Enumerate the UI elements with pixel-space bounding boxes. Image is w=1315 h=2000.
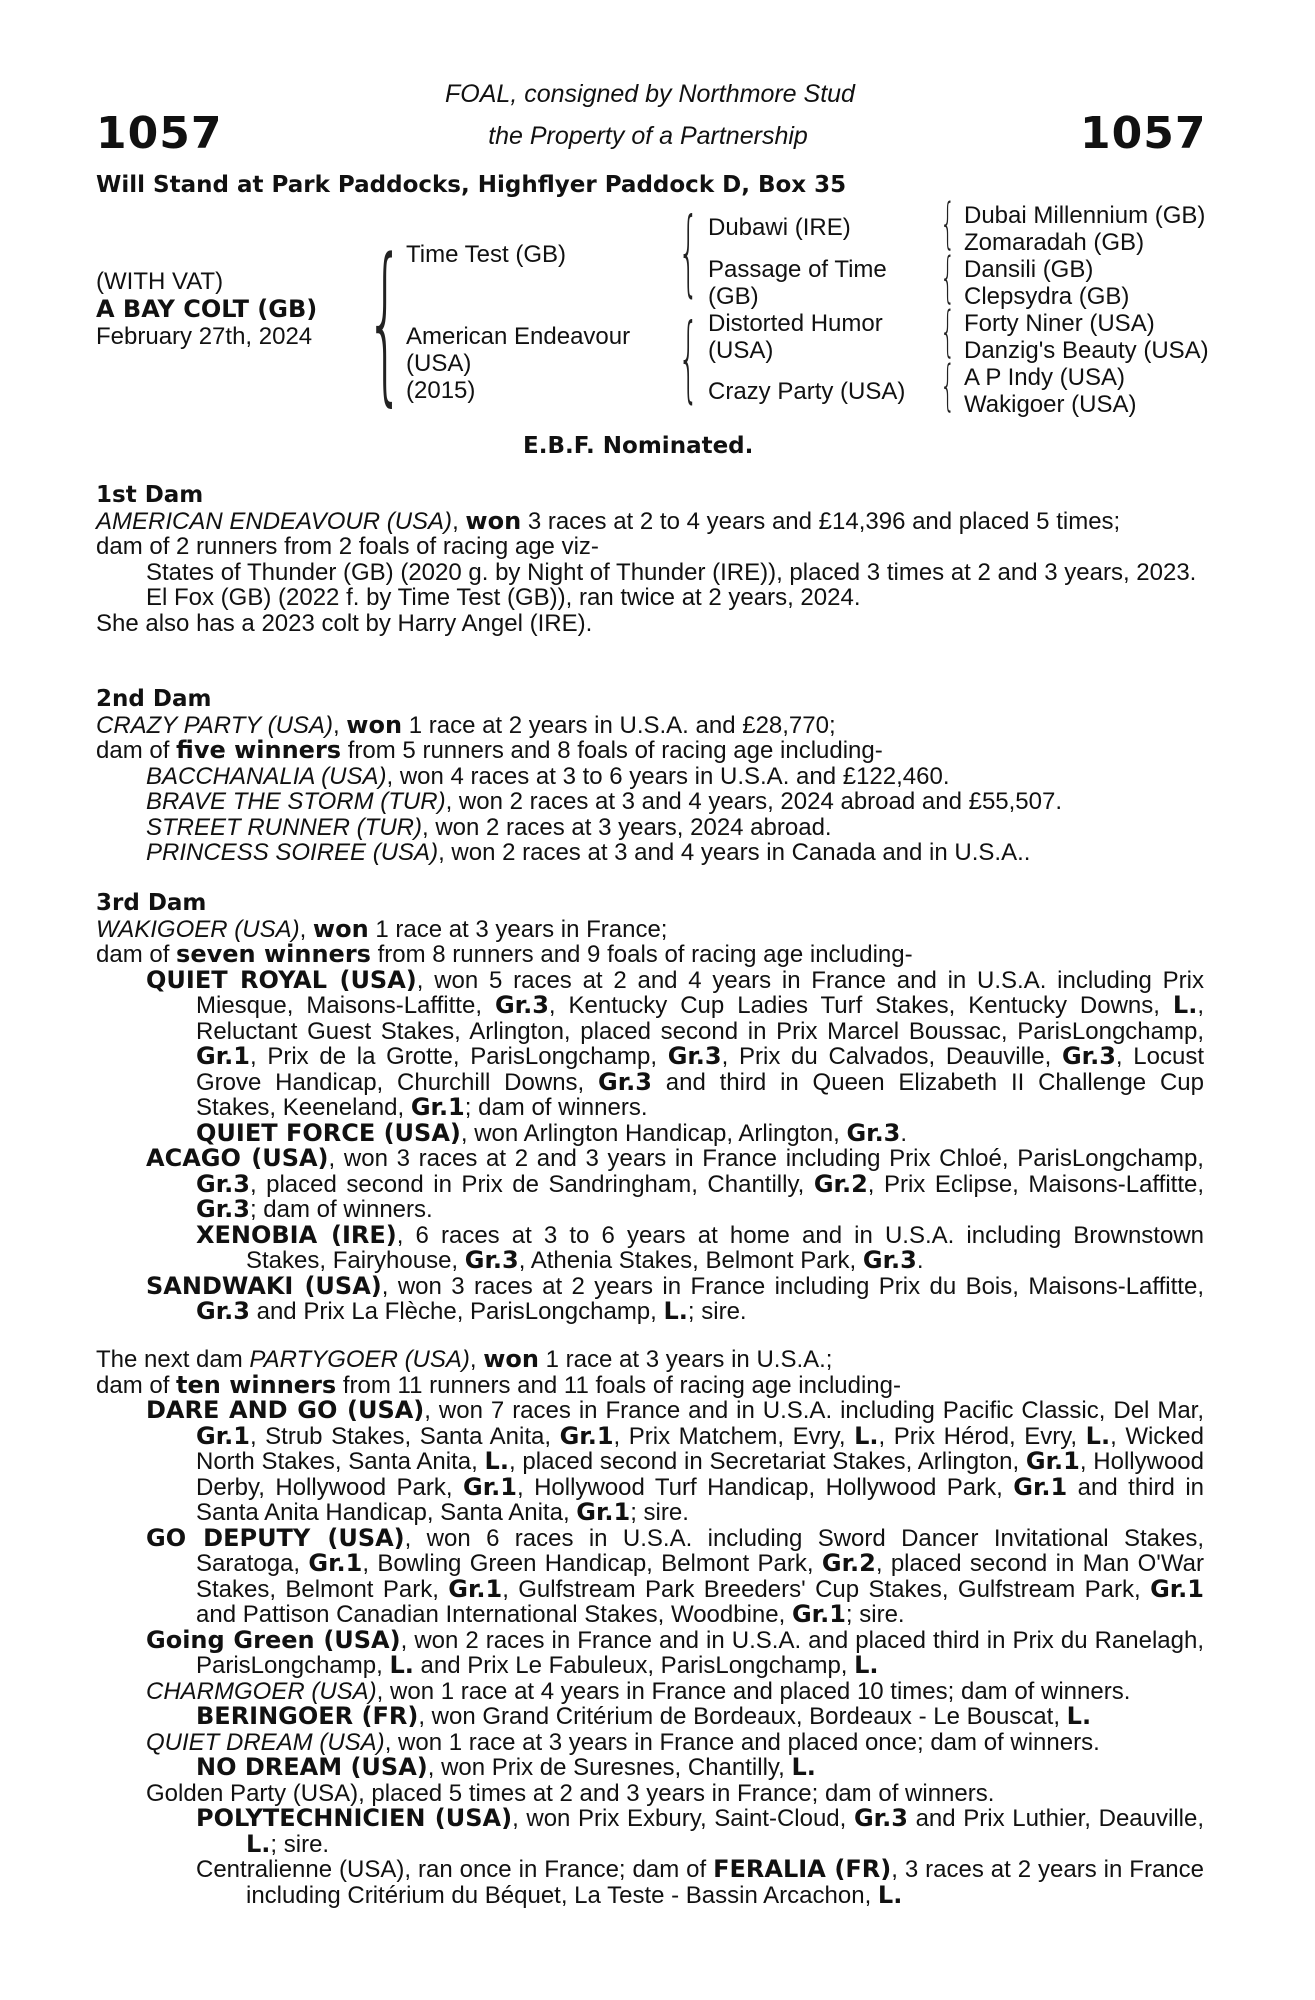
produce-entry: SANDWAKI (USA), won 3 races at 2 years in France including Prix du Bois, Maisons-Laffitte, Gr.3 and Prix La Flèche, ParisLongchamp, L.; sire.	[146, 1271, 1204, 1325]
next-dam-section	[96, 1347, 1204, 1908]
third-dam-produce-summary: dam of seven winners from 8 runners and 9 foals of racing age including-	[96, 940, 913, 968]
lot-number-left: 1057	[96, 108, 223, 159]
produce-entry: DARE AND GO (USA), won 7 races in France and in U.S.A. including Pacific Classic, Del Mar, Gr.1, Strub Stakes, Santa Anita, Gr.1, Prix Matchem, Evry, L., Prix Hérod, Evry, L., Wicked North Stakes, Santa Anita, L., placed second in Secretariat Stakes, Arlington, Gr.1, Hollywood Derby, Hollywood Park, Gr.1, Hollywood Turf Handicap, Hollywood Park, Gr.1 and third in Santa Anita Handicap, Santa Anita, Gr.1; sire.	[146, 1396, 1205, 1526]
produce-entry: PRINCESS SOIREE (USA), won 2 races at 3 and 4 years in Canada and in U.S.A..	[146, 839, 1031, 866]
first-dam-produce-summary: dam of 2 runners from 2 foals of racing age viz-	[96, 533, 599, 560]
gen3-dsd: Danzig's Beauty (USA)	[964, 337, 1209, 364]
second-dam-section	[96, 687, 1204, 866]
produce-note: She also has a 2023 colt by Harry Angel (IRE).	[96, 609, 593, 637]
produce-entry: QUIET FORCE (USA), won Arlington Handicap, Arlington, Gr.3.	[196, 1118, 908, 1147]
second-dam-title: 2nd Dam	[96, 686, 212, 712]
gen3-dss: Forty Niner (USA)	[964, 310, 1155, 337]
sire-sire: Dubawi (IRE)	[708, 214, 851, 241]
gen3-ssd: Zomaradah (GB)	[964, 229, 1145, 256]
ebf-nominated: E.B.F. Nominated.	[523, 433, 754, 459]
brace-gen1: {	[366, 221, 405, 422]
dam-sire-line1: Distorted Humor	[708, 310, 883, 337]
gen3-sdd: Clepsydra (GB)	[964, 283, 1130, 310]
vat-label: (WITH VAT)	[96, 268, 224, 295]
lot-number-right: 1057	[1080, 108, 1207, 159]
gen3-sds: Dansili (GB)	[964, 256, 1094, 283]
stabling-location: Will Stand at Park Paddocks, Highflyer Paddock D, Box 35	[96, 172, 847, 198]
produce-entry: BERINGOER (FR), won Grand Critérium de Bordeaux, Bordeaux - Le Bouscat, L.	[196, 1702, 1092, 1730]
third-dam-record: WAKIGOER (USA), won 1 race at 3 years in France;	[96, 914, 668, 943]
produce-entry: Going Green (USA), won 2 races in France and in U.S.A. and placed third in Prix du Ranelagh, ParisLongchamp, L. and Prix Le Fabuleux, ParisLongchamp, L.	[146, 1625, 1204, 1679]
produce-entry: QUIET ROYAL (USA), won 5 races at 2 and 4 years in France and in U.S.A. including Prix Miesque, Maisons-Laffitte, Gr.3, Kentucky Cup Ladies Turf Stakes, Kentucky Downs, L., Reluctant Guest Stakes, Arlington, placed second in Prix Marcel Boussac, ParisLongchamp, Gr.1, Prix de la Grotte, ParisLongchamp, Gr.3, Prix du Calvados, Deauville, Gr.3, Locust Grove Handicap, Churchill Downs, Gr.3 and third in Queen Elizabeth II Challenge Cup Stakes, Keeneland, Gr.1; dam of winners.	[146, 965, 1205, 1121]
first-dam-record: AMERICAN ENDEAVOUR (USA), won 3 races at 2 to 4 years and £14,396 and placed 5 times;	[96, 506, 1121, 535]
produce-entry: STREET RUNNER (TUR), won 2 races at 3 years, 2024 abroad.	[146, 813, 832, 841]
dam-name-line2: (USA)	[406, 350, 472, 377]
owner-line: the Property of a Partnership	[488, 122, 808, 150]
dam-foaled-year: (2015)	[406, 377, 476, 404]
second-dam-produce-summary: dam of five winners from 5 runners and 8 foals of racing age including-	[96, 736, 883, 764]
brace-gen3-2: {	[940, 246, 956, 309]
next-dam-record: The next dam PARTYGOER (USA), won 1 race at 3 years in U.S.A.;	[96, 1345, 833, 1373]
dam-sire-line2: (USA)	[708, 337, 774, 364]
first-dam-section	[96, 483, 1204, 636]
next-dam-produce-summary: dam of ten winners from 11 runners and 11 foals of racing age including-	[96, 1370, 901, 1399]
lot-dob: February 27th, 2024	[96, 323, 313, 350]
produce-entry: Centralienne (USA), ran once in France; dam of FERALIA (FR), 3 races at 2 years in France including Critérium du Béquet, La Teste - Bassin Arcachon, L.	[196, 1855, 1204, 1909]
dam-name: AMERICAN ENDEAVOUR (USA)	[96, 507, 453, 535]
produce-entry: GO DEPUTY (USA), won 6 races in U.S.A. including Sword Dancer Invitational Stakes, Saratoga, Gr.1, Bowling Green Handicap, Belmont Park, Gr.2, placed second in Man O'War Stakes, Belmont Park, Gr.1, Gulfstream Park Breeders' Cup Stakes, Gulfstream Park, Gr.1 and Pattison Canadian International Stakes, Woodbine, Gr.1; sire.	[146, 1523, 1204, 1628]
produce-entry: BRAVE THE STORM (TUR), won 2 races at 3 and 4 years, 2024 abroad and £55,507.	[146, 788, 1063, 815]
third-dam-title: 3rd Dam	[96, 890, 207, 916]
produce-entry: POLYTECHNICIEN (USA), won Prix Exbury, Saint-Cloud, Gr.3 and Prix Luthier, Deauville, L.; sire.	[196, 1804, 1204, 1858]
produce-entry: CHARMGOER (USA), won 1 race at 4 years in France and placed 10 times; dam of winners.	[146, 1677, 1131, 1705]
sire-name: Time Test (GB)	[406, 241, 567, 268]
lot-name: A BAY COLT (GB)	[96, 295, 318, 323]
second-dam-record: CRAZY PARTY (USA), won 1 race at 2 years in U.S.A. and £28,770;	[96, 710, 836, 739]
brace-gen3-1: {	[940, 192, 956, 255]
first-dam-title: 1st Dam	[96, 482, 204, 508]
gen3-dds: A P Indy (USA)	[964, 364, 1125, 391]
dam-dam: Crazy Party (USA)	[708, 378, 906, 405]
produce-entry: XENOBIA (IRE), 6 races at 3 to 6 years at home and in U.S.A. including Brownstown Stakes, Fairyhouse, Gr.3, Athenia Stakes, Belmont Park, Gr.3.	[196, 1220, 1204, 1274]
brace-sire-side: {	[678, 198, 699, 307]
produce-entry: States of Thunder (GB) (2020 g. by Night of Thunder (IRE)), placed 3 times at 2 and 3 years, 2023.	[146, 558, 1197, 586]
produce-entry: ACAGO (USA), won 3 races at 2 and 3 years in France including Prix Chloé, ParisLongchamp, Gr.3, placed second in Prix de Sandringham, Chantilly, Gr.2, Prix Eclipse, Maisons-Laffitte, Gr.3; dam of winners.	[146, 1144, 1204, 1223]
gen3-sss: Dubai Millennium (GB)	[964, 202, 1206, 229]
produce-entry: QUIET DREAM (USA), won 1 race at 3 years in France and placed once; dam of winners.	[146, 1728, 1100, 1756]
dam-name-line1: American Endeavour	[406, 323, 631, 350]
produce-entry: Golden Party (USA), placed 5 times at 2 and 3 years in France; dam of winners.	[146, 1779, 995, 1807]
sire-dam-line1: Passage of Time	[708, 256, 887, 283]
sire-dam-line2: (GB)	[708, 283, 759, 310]
brace-dam-side: {	[678, 304, 699, 413]
third-dam-section	[96, 891, 1204, 1325]
gen3-ddd: Wakigoer (USA)	[964, 391, 1137, 418]
produce-entry: El Fox (GB) (2022 f. by Time Test (GB)), ran twice at 2 years, 2024.	[146, 584, 861, 611]
consignor-line: FOAL, consigned by Northmore Stud	[445, 80, 855, 108]
brace-gen3-3: {	[940, 300, 956, 363]
produce-entry: NO DREAM (USA), won Prix de Suresnes, Chantilly, L.	[196, 1753, 816, 1781]
brace-gen3-4: {	[940, 354, 956, 417]
produce-entry: BACCHANALIA (USA), won 4 races at 3 to 6 years in U.S.A. and £122,460.	[146, 762, 950, 790]
